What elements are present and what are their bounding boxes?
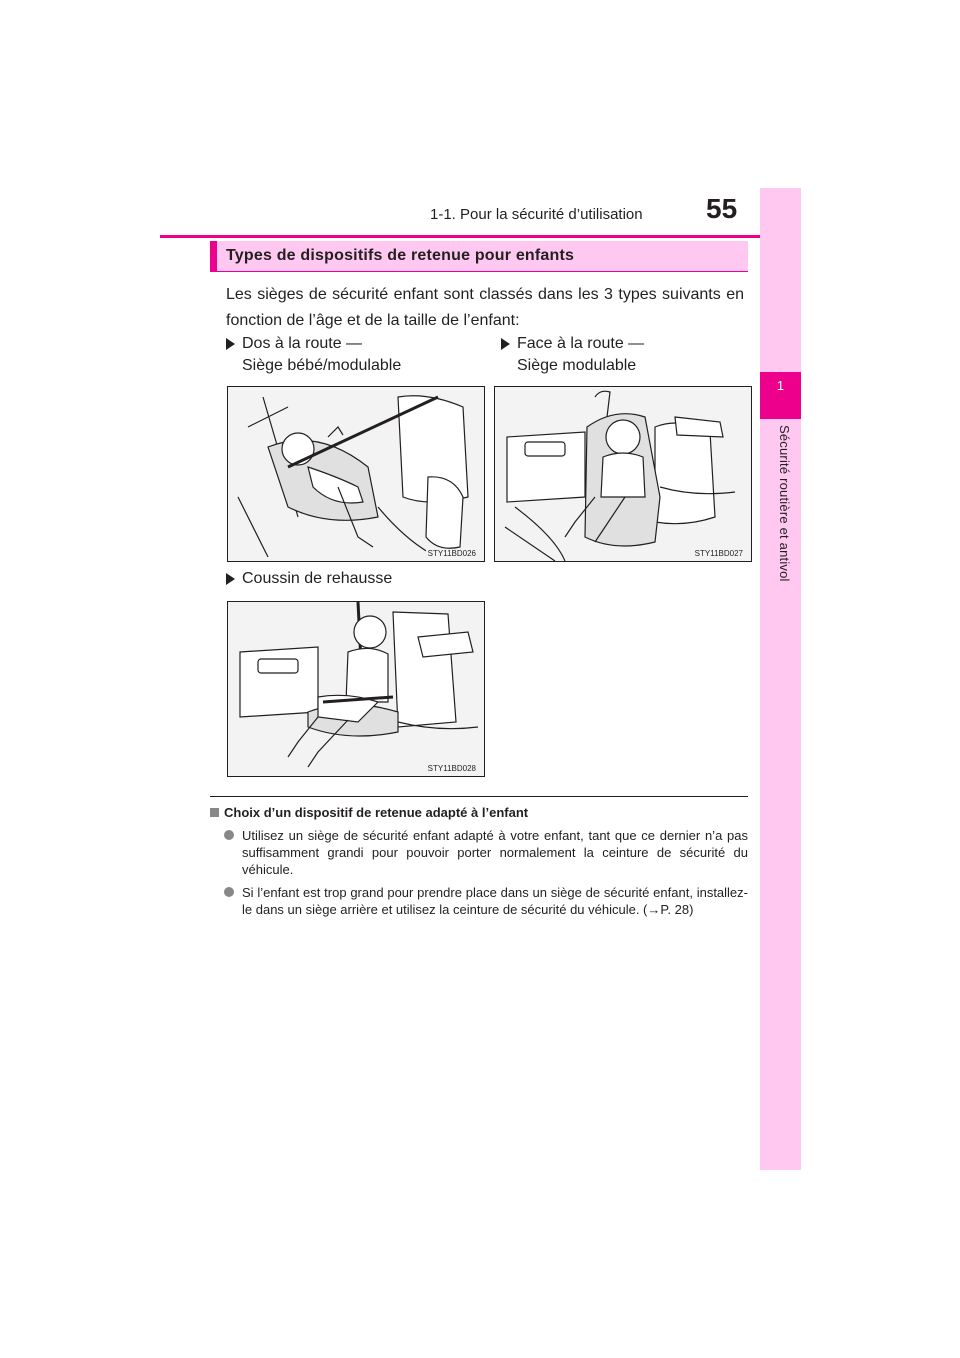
note-bullet-text: Si l’enfant est trop grand pour prendre place dans un siège de sécurité enfant, installez-le dans un siège arrière et utilisez la ceinture de sécurité du véhicule. (→P. 28) — [242, 885, 748, 917]
notes-separator — [210, 796, 748, 797]
type-label-line1: Dos à la route — — [242, 335, 363, 352]
chapter-number: 1 — [776, 378, 785, 393]
type-label-rear-facing — [242, 333, 401, 377]
chapter-title: Sécurité routière et antivol — [777, 425, 792, 582]
type-label-line1: Face à la route — — [517, 335, 645, 352]
header-rule — [160, 235, 800, 238]
triangle-bullet-icon — [226, 338, 235, 350]
image-code: STY11BD026 — [427, 549, 476, 558]
image-code: STY11BD027 — [694, 549, 743, 558]
illustration-rear-facing-seat — [227, 386, 485, 562]
chapter-side-tab — [760, 188, 801, 1170]
circle-bullet-icon — [224, 887, 234, 897]
type-label-booster-cushion — [242, 568, 392, 590]
header-section-title: 1-1. Pour la sécurité d’utilisation — [430, 206, 643, 223]
section-banner-accent — [210, 241, 217, 271]
notes-heading-text: Choix d’un dispositif de retenue adapté à l’enfant — [224, 805, 529, 820]
section-banner-underline — [210, 271, 748, 272]
booster-cushion-drawing — [228, 602, 484, 776]
type-label-line2: Siège bébé/modulable — [242, 357, 402, 374]
square-bullet-icon — [210, 808, 219, 817]
image-code: STY11BD028 — [427, 764, 476, 773]
forward-facing-seat-drawing — [495, 387, 751, 561]
illustration-booster-cushion — [227, 601, 485, 777]
illustration-forward-facing-seat — [494, 386, 752, 562]
rear-facing-seat-drawing — [228, 387, 484, 561]
triangle-bullet-icon — [501, 338, 510, 350]
note-bullet-text: Utilisez un siège de sécurité enfant adapté à votre enfant, tant que ce dernier n’a pas suffisamment grandi pour pouvoir porter normalement la ceinture de sécurité du véhicule. — [242, 828, 748, 877]
notes-heading — [210, 805, 528, 820]
type-label-line2: Siège modulable — [517, 357, 637, 374]
triangle-bullet-icon — [226, 573, 235, 585]
type-label-line1: Coussin de rehausse — [242, 570, 393, 587]
intro-paragraph: Les sièges de sécurité enfant sont classés dans les 3 types suivants en fonction de l’âge et de la taille de l’enfant: — [226, 286, 744, 329]
type-label-forward-facing — [517, 333, 644, 377]
page-number: 55 — [706, 193, 738, 224]
section-title: Types de dispositifs de retenue pour enfants — [226, 247, 575, 264]
circle-bullet-icon — [224, 830, 234, 840]
